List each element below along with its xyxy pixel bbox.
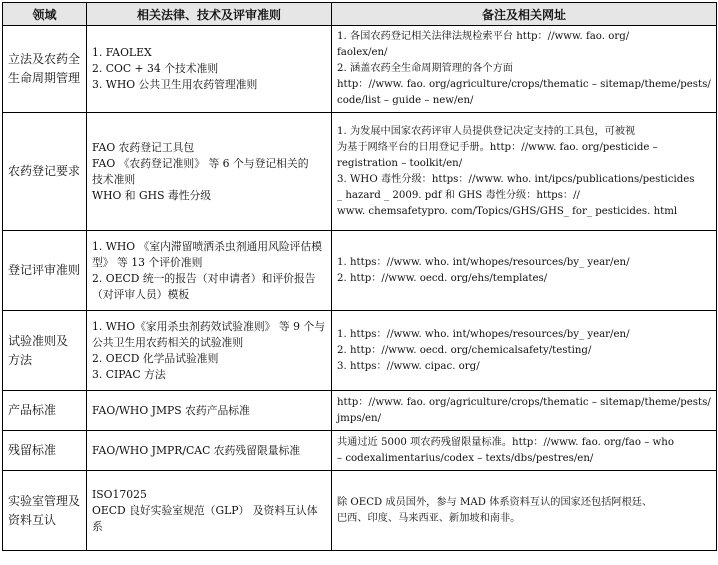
domain-text: 试验准则及: [8, 333, 69, 348]
regulation-table: [2, 2, 717, 551]
table-row: [3, 311, 717, 391]
notes-text: jmps/en/: [337, 412, 382, 424]
notes-text: 3. WHO 毒性分级：https：//www. who. int/ipcs/publications/pesticides: [337, 173, 695, 185]
domain-text: 残留标准: [8, 443, 57, 457]
domain-cell: [3, 391, 87, 431]
notes-text: 1. 为发展中国家农药评审人员提供登记决定支持的工具包，可被视: [337, 125, 636, 137]
notes-text: 为基于网络平台的日用登记手册。http：//www. fao. org/pesticide –: [337, 141, 658, 153]
notes-text: 3. https：//www. cipac. org/: [337, 360, 480, 372]
notes-cell: [332, 26, 717, 113]
laws-text: 2. OECD 统一的报告（对申请者）和评价报告（对评审人员）模板: [92, 271, 316, 301]
notes-text: http：//www. fao. org/agriculture/crops/thematic – sitemap/theme/pests/: [337, 396, 711, 408]
domain-text: 方法: [8, 352, 33, 367]
notes-text: – codexalimentarius/codex – texts/dbs/pestres/en/: [337, 452, 594, 464]
domain-cell: [3, 471, 87, 551]
notes-cell: [332, 231, 717, 311]
laws-text: 3. WHO 公共卫生用农药管理准则: [92, 78, 258, 91]
laws-text: 技术准则: [92, 172, 136, 186]
notes-text: registration – toolkit/en/: [337, 157, 463, 169]
laws-text: 3. CIPAC 方法: [92, 367, 166, 381]
laws-text: WHO 和 GHS 毒性分级: [92, 188, 212, 202]
laws-cell: [87, 231, 332, 311]
notes-cell: [332, 113, 717, 231]
notes-text: faolex/en/: [337, 47, 388, 58]
notes-text: 2. http：//www. oecd. org/ehs/templates/: [337, 272, 548, 284]
notes-text: www. chemsafetypro. com/Topics/GHS/GHS_ for_ pesticides. html: [337, 205, 678, 217]
laws-text: 1. WHO《家用杀虫剂药效试验准则》 等 9 个与公共卫生用农药相关的试验准则: [92, 319, 326, 349]
laws-text: 2. COC + 34 个技术准则: [92, 62, 219, 75]
laws-cell: [87, 431, 332, 471]
notes-text: 2. http：//www. oecd. org/chemicalsafety/testing/: [337, 344, 592, 356]
domain-text: 生命周期管理: [8, 71, 81, 85]
notes-cell: [332, 471, 717, 551]
domain-cell: [3, 113, 87, 231]
notes-cell: [332, 311, 717, 391]
laws-cell: [87, 471, 332, 551]
domain-text: 产品标准: [8, 403, 57, 417]
table-row: [3, 431, 717, 471]
laws-text: 1. WHO 《室内滞留喷洒杀虫剂通用风险评估模型》 等 13 个评价准则: [92, 239, 323, 269]
domain-text: 资料互认: [8, 512, 57, 527]
notes-text: 巴西、印度、马来西亚、新加坡和南非。: [337, 512, 521, 524]
header-domain: 领域: [3, 3, 87, 26]
domain-cell: [3, 26, 87, 113]
laws-text: 2. OECD 化学品试验准则: [92, 351, 219, 365]
laws-cell: [87, 311, 332, 391]
domain-cell: [3, 431, 87, 471]
laws-text: FAO/WHO JMPS 农药产品标准: [92, 403, 250, 417]
table-row: [3, 471, 717, 551]
laws-cell: [87, 391, 332, 431]
domain-text: 实验室管理及: [8, 493, 81, 508]
table-row: [3, 113, 717, 231]
laws-cell: [87, 26, 332, 113]
laws-text: 1. FAOLEX: [92, 46, 152, 59]
notes-cell: [332, 431, 717, 471]
laws-text: OECD 良好实验室规范（GLP） 及资料互认体系: [92, 503, 318, 533]
notes-text: 1. 各国农药登记相关法律法规检索平台 http：//www. fao. org/: [337, 31, 630, 42]
notes-text: 除 OECD 成员国外，参与 MAD 体系资料互认的国家还包括阿根廷、: [337, 496, 653, 508]
table-row: [3, 26, 717, 113]
notes-text: _ hazard _ 2009. pdf 和 GHS 毒性分级：https：//: [337, 189, 580, 201]
notes-text: 共通过近 5000 项农药残留限量标准。http：//www. fao. org/fao – who: [337, 436, 674, 448]
laws-text: FAO 《农药登记准则》 等 6 个与登记相关的: [92, 156, 309, 170]
table-row: [3, 391, 717, 431]
header-notes: 备注及相关网址: [332, 3, 717, 26]
notes-text: code/list – guide – new/en/: [337, 95, 474, 106]
laws-cell: [87, 113, 332, 231]
notes-text: 1. https：//www. who. int/whopes/resources/by_ year/en/: [337, 328, 630, 340]
notes-cell: [332, 391, 717, 431]
header-row: [3, 3, 717, 26]
header-laws: 相关法律、技术及评审准则: [87, 3, 332, 26]
laws-text: FAO/WHO JMPR/CAC 农药残留限量标准: [92, 443, 301, 457]
domain-text: 立法及农药全: [8, 52, 81, 66]
notes-text: 1. https：//www. who. int/whopes/resources/by_ year/en/: [337, 256, 630, 268]
laws-text: ISO17025: [92, 487, 147, 501]
domain-cell: [3, 231, 87, 311]
laws-text: FAO 农药登记工具包: [92, 140, 195, 154]
notes-text: http：//www. fao. org/agriculture/crops/thematic – sitemap/theme/pests/: [337, 79, 711, 90]
domain-text: 农药登记要求: [8, 164, 81, 178]
domain-text: 登记评审准则: [8, 263, 81, 277]
domain-cell: [3, 311, 87, 391]
table-row: [3, 231, 717, 311]
notes-text: 2. 涵盖农药全生命周期管理的各个方面: [337, 63, 513, 74]
